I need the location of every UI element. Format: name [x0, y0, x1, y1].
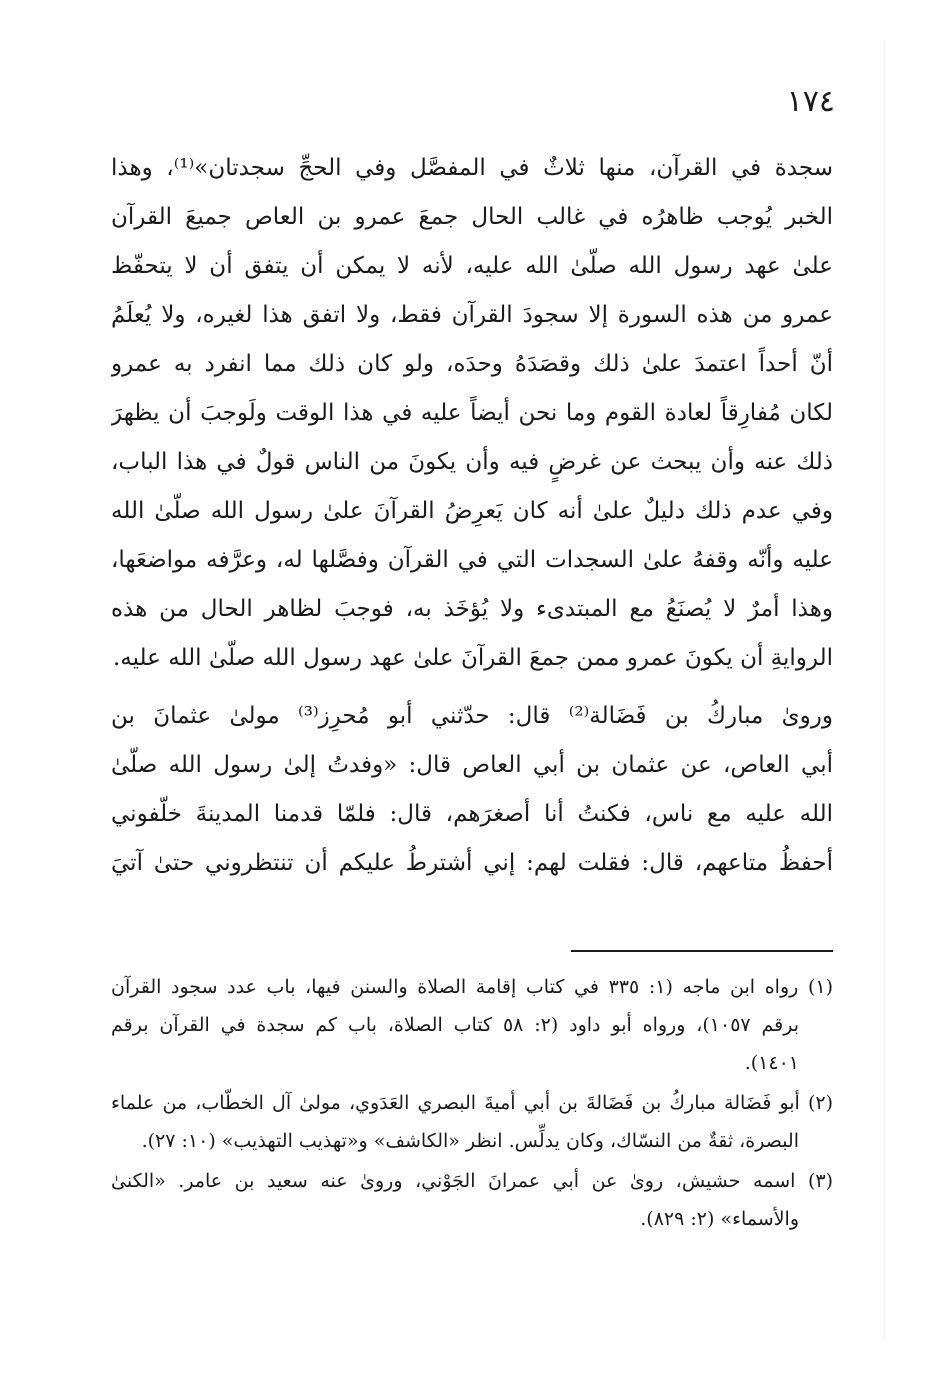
footnotes — [111, 968, 833, 1238]
text-line: الخبر يُوجب ظاهرُه في غالب الحال جمعَ عمرو بن العاص جميعَ القرآن — [111, 204, 833, 230]
footnote-line: (٣) اسمه حشيش، روىٰ عن أبي عمرانَ الجَوْني، وروىٰ عنه سعيد بن عامر. «الكنىٰ — [111, 1170, 833, 1192]
text-line: أحفظُ متاعهم، قال: فقلت لهم: إني أشترطُ عليكم أن تنتظروني حتىٰ آتيَ — [111, 850, 833, 876]
footnote-line: برقم ١٠٥٧)، ورواه أبو داود (٢: ٥٨ كتاب الصلاة، باب كم سجدة في القرآن برقم — [111, 1014, 799, 1036]
footnote-3 — [111, 1162, 833, 1238]
footnote-2 — [111, 1084, 833, 1160]
footnote-separator — [571, 950, 833, 952]
page-edge-line — [884, 40, 885, 1340]
text-line: أبي العاص، عن عثمان بن أبي العاص قال: «وفدتُ إلىٰ رسول الله صلّىٰ — [111, 752, 833, 778]
footnote-line: والأسماء» (٢: ٨٢٩). — [640, 1208, 799, 1230]
text-line: وروىٰ مباركُ بن فَضَالة⁽²⁾ قال: حدّثني أبو مُحرِز⁽³⁾ مولىٰ عثمانَ بن — [111, 703, 833, 729]
footnote-1 — [111, 968, 833, 1082]
text-line: ذلك عنه وأن يبحث عن غرضٍ فيه وأن يكونَ من الناس قولٌ في هذا الباب، — [111, 449, 833, 475]
footnote-line: (١) رواه ابن ماجه (١: ٣٣٥ في كتاب إقامة الصلاة والسنن فيها، باب عدد سجود القرآن — [111, 976, 833, 998]
footnote-line: ١٤٠١). — [744, 1052, 799, 1074]
text-line: لكان مُفارِقاً لعادة القوم وما نحن أيضاً عليه في هذا الوقت ولَوجبَ أن يظهرَ — [111, 400, 833, 426]
footnote-line: البصرة، ثقةٌ من النسّاك، وكان يدلِّس. انظر «الكاشف» و«تهذيب التهذيب» (١٠: ٢٧). — [141, 1130, 799, 1152]
text-line: أنّ أحداً اعتمدَ علىٰ ذلك وقصَدَهُ وحدَه، ولو كان ذلك مما انفرد به عمرو — [111, 351, 833, 377]
text-line: الله عليه مع ناس، فكنتُ أنا أصغرَهم، قال: فلمّا قدمنا المدينةَ خلّفوني — [111, 801, 833, 827]
paragraph-2 — [111, 692, 833, 888]
page-number: ١٧٤ — [786, 84, 835, 119]
text-line: سجدة في القرآن، منها ثلاثٌ في المفصَّل وفي الحجِّ سجدتان»⁽¹⁾، وهذا — [111, 155, 833, 181]
text-line: علىٰ عهد رسول الله صلّىٰ الله عليه، لأنه لا يمكن أن يتفق أن لا يتحفّظ — [111, 253, 833, 279]
text-line: وفي عدم ذلك دليلٌ علىٰ أنه كان يَعرِضُ القرآنَ علىٰ رسول الله صلّىٰ الله — [111, 498, 833, 524]
paragraph-1 — [111, 144, 833, 683]
footnote-line: (٢) أبو فَضَالة مباركُ بن فَضَالةَ بن أبي أميةَ البصري العَدَوي، مولىٰ آل الخطّاب، من علماء — [111, 1092, 833, 1114]
text-line: وهذا أمرٌ لا يُصنَعُ مع المبتدىء ولا يُؤخَذ به، فوجبَ لظاهر الحال من هذه — [111, 596, 833, 622]
text-line: عمرو من هذه السورة إلا سجودَ القرآن فقط، ولا اتفق هذا لغيره، ولا يُعلَمُ — [111, 302, 833, 328]
text-line: عليه وأنّه وقفهُ علىٰ السجدات التي في القرآن وفصَّلها له، وعرَّفه مواضعَها، — [111, 547, 833, 573]
text-line: الروايةِ أن يكونَ عمرو ممن جمعَ القرآنَ علىٰ عهد رسول الله صلّىٰ الله عليه. — [112, 645, 833, 671]
